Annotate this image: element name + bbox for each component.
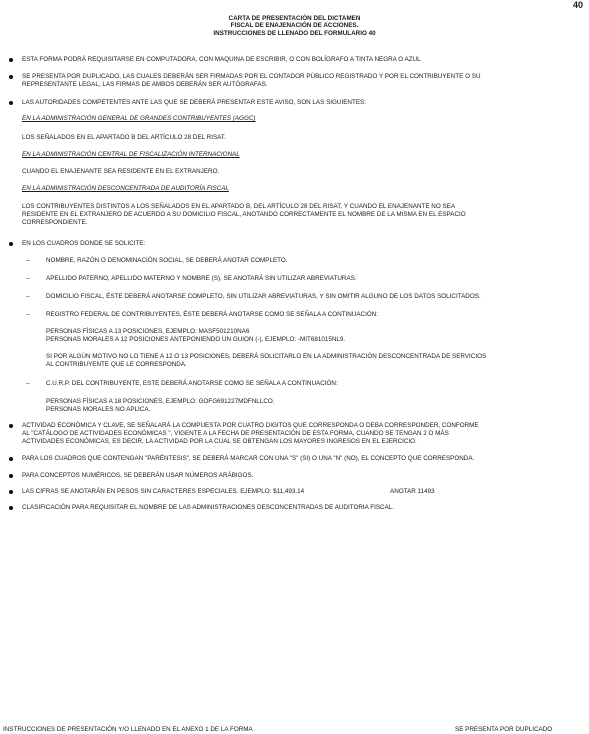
bullet-marker (9, 490, 13, 494)
instruction-2-line-2: REPRESENTANTE LEGAL, LAS FIRMAS DE AMBOS DEBERÁN SER AUTÓGRAFAS. (22, 81, 268, 88)
instruction-5-line-2: AL "CATÁLOGO DE ACTIVIDADES ECONÓMICAS ", VIGENTE A LA FECHA DE PRESENTACIÓN DE ESTA FORMA, CUANDO SE TENGAN 2 O MÁS (22, 430, 449, 437)
curp-example-fisicas: PERSONAS FÍSICAS A 18 POSICIONES, EJEMPLO: GOFG691227MDFNLLCO. (46, 398, 275, 405)
page-number: 40 (572, 0, 583, 10)
instruction-8: LAS CIFRAS SE ANOTARÁN EN PESOS SIN CARACTERES ESPECIALES. EJEMPLO: $11,493.14 (22, 488, 305, 495)
sub-item-curp: C.U.R.P. DEL CONTRIBUYENTE, ESTE DEBERÁ ANOTARSE COMO SE SEÑALA A CONTINUACIÓN: (46, 380, 338, 387)
instruction-3: LAS AUTORIDADES COMPETENTES ANTE LAS QUE SE DEBERÁ PRESENTAR ESTE AVISO, SON LAS SIGUIENTES: (22, 99, 366, 106)
footer-left: INSTRUCCIONES DE PRESENTACIÓN Y/O LLENADO EN EL ANEXO 1 DE LA FORMA (3, 726, 253, 733)
instruction-8-anotar: ANOTAR 11493 (390, 488, 435, 495)
aggc-text: LOS SEÑALADOS EN EL APARTADO B DEL ARTÍCULO 28 DEL RISAT. (22, 134, 226, 141)
footer-right: SE PRESENTA POR DUPLICADO (455, 726, 553, 733)
bullet-marker (9, 58, 13, 62)
rfc-example-fisicas: PERSONAS FÍSICAS A 13 POSICIONES, EJEMPLO: MASF501210NA6 (46, 328, 250, 335)
instruction-1: ESTA FORMA PODRÁ REQUISITARSE EN COMPUTADORA, CON MAQUINA DE ESCRIBIR, O CON BOLÍGRAFO A TINTA NEGRA O AZUL (22, 56, 421, 63)
title-line-1: CARTA DE PRESENTACIÓN DEL DICTAMEN (228, 15, 361, 22)
title-line-2: FISCAL DE ENAJENACIÓN DE ACCIONES. (230, 22, 359, 30)
rfc-example-morales: PERSONAS MORALES A 12 POSICIONES ANTEPONIENDO UN GUION (-), EJEMPLO: -MIT681015NL9. (46, 336, 346, 343)
adaf-text-line-2: RESIDENTE EN EL EXTRANJERO DE ACUERDO A SU DOMICILIO FISCAL, ANOTANDO CORRECTAMENTE EL NOMBRE DE LA MISMA EN EL ESPACIO (22, 211, 466, 218)
instruction-4: EN LOS CUADROS DONDE SE SOLICITE: (22, 240, 146, 247)
adaf-text-line-1: LOS CONTRIBUYENTES DISTINTOS A LOS SEÑALADOS EN EL APARTADO B, DEL ARTÍCULO 28 DEL RISAT, Y CUANDO EL ENAJENANTE NO SEA (22, 203, 456, 210)
bullet-marker (9, 424, 13, 428)
adaf-text-line-3: CORRESPONDIENTE. (22, 219, 88, 226)
dash-marker: – (26, 293, 30, 300)
instruction-7: PARA CONCEPTOS NUMÉRICOS, SE DEBERÁN USAR NÚMEROS ARÁBIGOS. (22, 472, 254, 479)
title-line-3: INSTRUCCIONES DE LLENADO DEL FORMULARIO 40 (213, 29, 376, 37)
dash-marker: – (26, 257, 30, 264)
bullet-marker (9, 457, 13, 461)
sub-item-rfc: REGISTRO FEDERAL DE CONTRIBUYENTES, ÉSTE DEBERÁ ANOTARSE COMO SE SEÑALA A CONTINUACIÓN: (46, 311, 379, 318)
rfc-note-line-2: AL CONTRIBUYENTE QUE LE CORRESPONDA. (46, 361, 187, 368)
curp-example-morales: PERSONAS MORALES NO APLICA. (46, 406, 151, 413)
adaf-heading: EN LA ADMINISTRACIÓN DESCONCENTRADA DE AUDITORÍA FISCAL (22, 185, 229, 192)
sub-item-address: DOMICILIO FISCAL, ÉSTE DEBERÁ ANOTARSE COMPLETO, SIN UTILIZAR ABREVIATURAS, Y SIN OMITIR ALGUNO DE LOS DATOS SOLICITADOS. (46, 293, 481, 300)
page-title (0, 15, 589, 37)
acfi-heading: EN LA ADMINISTRACIÓN CENTRAL DE FISCALIZACIÓN INTERNACIONAL (22, 151, 240, 158)
instruction-5-line-1: ACTIVIDAD ECONÓMICA Y CLAVE, SE SEÑALARÁ LA COMPUESTA POR CUATRO DIGITOS QUE CORRESPONDA O DEBA CORRESPONDER, CONFORME (22, 422, 479, 429)
rfc-note-line-1: SI POR ALGÚN MOTIVO NO LO TIENE A 12 O 13 POSICIONES, DEBERÁ SOLICITARLO EN LA ADMINISTRACIÓN DESCONCENTRADA DE SERVICIOS (46, 353, 487, 360)
bullet-marker (9, 474, 13, 478)
bullet-marker (9, 242, 13, 246)
bullet-marker (9, 75, 13, 79)
instruction-6: PARA LOS CUADROS QUE CONTENGAN "PARÉNTESIS", SE DEBERÁ MARCAR CON UNA "S" (SI) O UNA "N" (NO), EL CONCEPTO QUE CORRESPONDA. (22, 455, 475, 462)
bullet-marker (9, 506, 13, 510)
acfi-text: CUANDO EL ENAJENANTE SEA RESIDENTE EN EL EXTRANJERO. (22, 168, 220, 175)
instruction-5-line-3: ACTIVIDADES ECONÓMICAS, ES DECIR, LA ACTIVIDAD POR LA CUAL SE OBTENGAN LOS MAYORES INGRESOS EN EL EJERCICIO. (22, 438, 417, 445)
dash-marker: – (26, 275, 30, 282)
bullet-marker (9, 101, 13, 105)
aggc-heading: EN LA ADMINISTRACIÓN GENERAL DE GRANDES CONTRIBUYENTES (AGGC) (22, 115, 256, 122)
dash-marker: – (26, 311, 30, 318)
instruction-9: CLASIFICACIÓN PARA REQUISITAR EL NOMBRE DE LAS ADMINISTRACIONES DESCONCENTRADAS DE AUDITORIA FISCAL. (22, 504, 395, 511)
sub-item-surname: APELLIDO PATERNO, APELLIDO MATERNO Y NOMBRE (S), SE ANOTARÁ SIN UTILIZAR ABREVIATURAS. (46, 275, 357, 282)
dash-marker: – (26, 380, 30, 387)
sub-item-name: NOMBRE, RAZÓN O DENOMINACIÓN SOCIAL, SE DEBERÁ ANOTAR COMPLETO. (46, 257, 288, 264)
instruction-2-line-1: SE PRESENTA POR DUPLICADO, LAS CUALES DEBERÁN SER FIRMADAS POR EL CONTADOR PÚBLICO REGISTRADO Y POR EL CONTRIBUYENTE O SU (22, 73, 481, 80)
